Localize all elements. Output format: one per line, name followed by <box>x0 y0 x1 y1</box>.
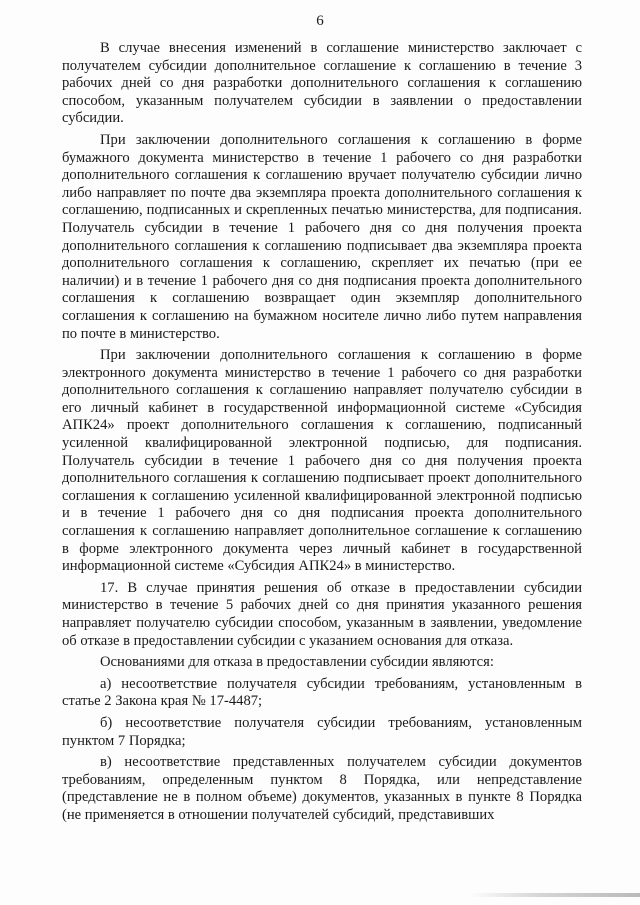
paragraph-item-17: 17. В случае принятия решения об отказе в предоставлении субсидии министерство в течение 5 рабочих дней со дня принятия указанного решения направляет получателю субсидии способом, указанным в заявлении, уведомление об отказе в предоставлении субсидии с указанием основания для отказа. <box>62 579 582 649</box>
list-item-v: в) несоответствие представленных получателем субсидии документов требованиям, определенным пунктом 8 Порядка, или непредставление (представление не в полном объеме) документов, указанных в пункте 8 Порядка (не применяется в отношении получателей субсидий, представивших <box>62 754 582 823</box>
paragraph-refusal-grounds-intro: Основаниями для отказа в предоставлении субсидии являются: <box>100 654 494 671</box>
paragraph-paper-form: При заключении дополнительного соглашения к соглашению в форме бумажного документа министерство в течение 1 рабочего со дня разработки дополнительного соглашения к соглашению вручает получателю субсидии лично либо направляет по почте два экземпляра проекта дополнительного соглашения к соглашению, подписанных и скрепленных печатью министерства, для подписания. Получатель субсидии в течение 1 рабочего дня со дня получения проекта дополнительного соглашения к соглашению подписывает два экземпляра проекта дополнительного соглашения к соглашению, скрепляет их печатью (при ее наличии) и в течение 1 рабочего дня со дня подписания проекта дополнительного соглашения к соглашению возвращает один экземпляр дополнительного соглашения к соглашению на бумажном носителе лично либо путем направления по почте в министерство. <box>62 131 582 342</box>
paragraph-electronic-form: При заключении дополнительного соглашения к соглашению в форме электронного документа министерство в течение 1 рабочего со дня разработки дополнительного соглашения к соглашению направляет получателю субсидии в его личный кабинет в государственной информационной системе «Субсидия АПК24» проект дополнительного соглашения к соглашению, подписанный усиленной квалифицированной электронной подписью, для подписания. Получатель субсидии в течение 1 рабочего дня со дня получения проекта дополнительного соглашения к соглашению подписывает проект дополнительного соглашения к соглашению усиленной квалифицированной электронной подписью и в течение 1 рабочего дня со дня подписания проекта дополнительного соглашения к соглашению направляет дополнительное соглашение к соглашению в форме электронного документа через личный кабинет в государственной информационной системе «Субсидия АПК24» в министерство. <box>62 347 582 575</box>
page-number: 6 <box>316 13 324 29</box>
list-item-b: б) несоответствие получателя субсидии требованиям, установленным пунктом 7 Порядка; <box>62 714 582 749</box>
list-item-a: а) несоответствие получателя субсидии требованиям, установленным в статье 2 Закона края № 17-4487; <box>62 675 582 710</box>
document-body <box>62 40 582 825</box>
paragraph-additional-agreement: В случае внесения изменений в соглашение министерство заключает с получателем субсидии дополнительное соглашение к соглашению в течение 3 рабочих дней со дня разработки дополнительного соглашения к соглашению способом, указанным получателем субсидии в заявлении о предоставлении субсидии. <box>62 40 582 127</box>
scan-edge-shadow <box>470 893 640 897</box>
